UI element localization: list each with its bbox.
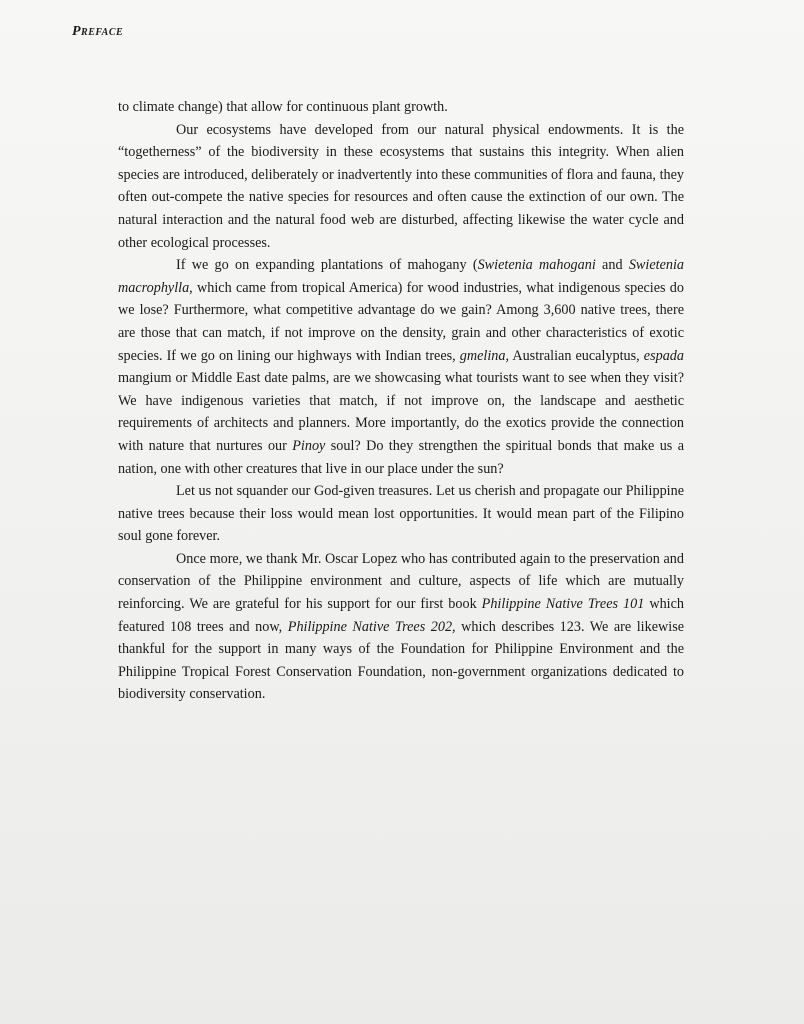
italic-text: Philippine Native Trees 202, bbox=[287, 618, 456, 635]
text-run: Once more, we thank Mr. Oscar Lopez who has contributed again to the preservation and conservation of the Philippine environment and culture, aspects of life which are mutually reinforcing. We are grateful for his support for our first book bbox=[118, 550, 684, 613]
text-run: which came from tropical America) for wood industries, what indigenous species do we lose? Furthermore, what competitive advantage do we gain? Among 3,600 native trees, there are those that can match, if not improve on the density, grain and other characteristics of exotic species. If we go on lining our highways with Indian trees, bbox=[118, 279, 684, 364]
paragraph bbox=[118, 480, 684, 548]
italic-text: Swietenia macrophylla, bbox=[118, 257, 684, 296]
italic-text: Swietenia mahogani bbox=[477, 257, 596, 274]
running-head: Preface bbox=[72, 24, 124, 39]
italic-text: gmelina, bbox=[459, 347, 510, 364]
italic-text: Pinoy bbox=[292, 437, 326, 454]
text-run: which describes 123. We are likewise thankful for the support in many ways of the Foundation for Philippine Environment and the Philippine Tropical Forest Conservation Foundation, non-government organizations dedicated to biodiversity conservation. bbox=[118, 618, 685, 703]
body-text bbox=[118, 96, 684, 706]
paragraph bbox=[118, 96, 684, 119]
italic-text: Philippine Native Trees 101 bbox=[481, 596, 645, 613]
italic-text: espada bbox=[643, 347, 684, 364]
text-run: mangium or Middle East date palms, are we showcasing what tourists want to see when they visit? We have indigenous varieties that match, if not improve on, the landscape and aesthetic requirements of architects and planners. More importantly, do the exotics provide the connection with nature that nurtures our bbox=[118, 370, 684, 454]
paragraph bbox=[118, 254, 684, 480]
text-run: to climate change) that allow for continuous plant growth. bbox=[118, 99, 448, 115]
text-run: Let us not squander our God-given treasures. Let us cherish and propagate our Philippine native trees because their loss would mean lost opportunities. It would mean part of the Filipino soul gone forever. bbox=[118, 483, 684, 545]
text-run: If we go on expanding plantations of mahogany ( bbox=[176, 257, 478, 274]
text-run: and bbox=[595, 257, 629, 274]
text-run: which featured 108 trees and now, bbox=[118, 596, 685, 635]
paragraph bbox=[118, 548, 684, 706]
text-run: soul? Do they strengthen the spiritual bonds that make us a nation, one with other creatures that live in our place under the sun? bbox=[118, 437, 684, 477]
paragraph bbox=[118, 119, 684, 255]
text-run: Australian eucalyptus, bbox=[509, 347, 644, 364]
text-run: Our ecosystems have developed from our natural physical endowments. It is the “togetherness” of the biodiversity in these ecosystems that sustains this integrity. When alien species are introduced, deliberately or inadvertently into these communities of flora and fauna, they often out-compete the native species for resources and often cause the extinction of our own. The natural interaction and the natural food web are disturbed, affecting likewise the water cycle and other ecological processes. bbox=[118, 121, 684, 251]
